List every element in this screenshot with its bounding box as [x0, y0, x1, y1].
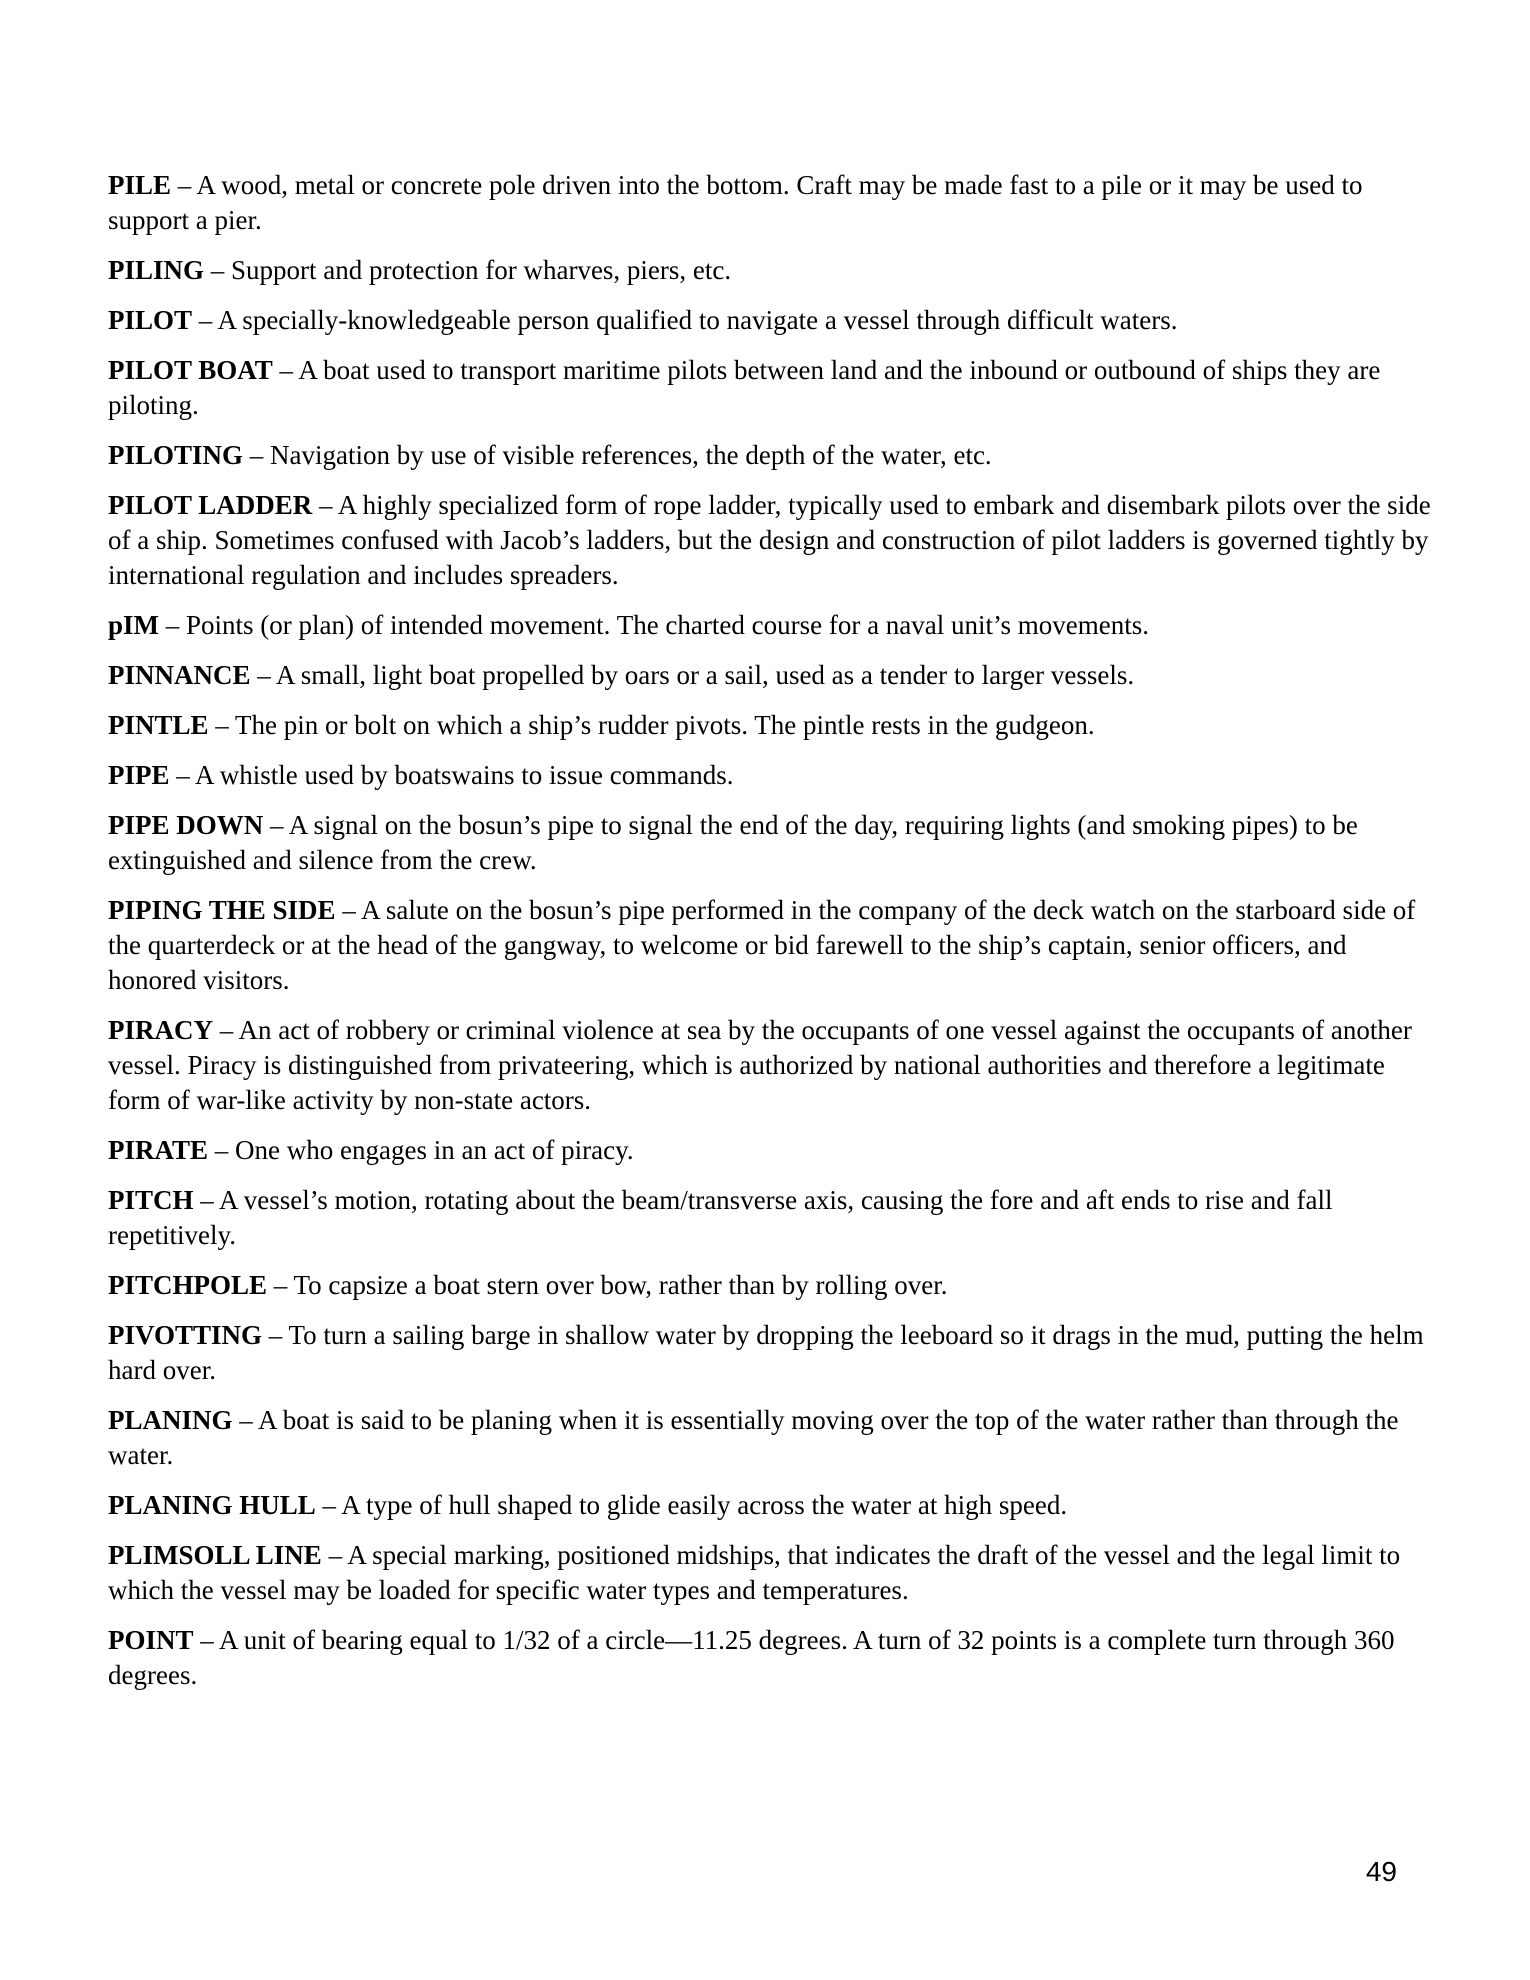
glossary-term: PLIMSOLL LINE	[108, 1540, 322, 1570]
glossary-term: PIPE DOWN	[108, 810, 264, 840]
glossary-definition: Navigation by use of visible references, the depth of the water, etc.	[270, 440, 992, 470]
glossary-entry	[108, 1133, 1433, 1168]
glossary-definition: A wood, metal or concrete pole driven into the bottom. Craft may be made fast to a pile or it may be used to support a pier.	[108, 170, 1363, 235]
glossary-term: PLANING	[108, 1405, 233, 1435]
glossary-term: pIM	[108, 610, 160, 640]
glossary-definition: A boat is said to be planing when it is essentially moving over the top of the water rather than through the water.	[108, 1405, 1399, 1470]
term-separator: –	[213, 1015, 239, 1045]
glossary-term: PITCH	[108, 1185, 194, 1215]
term-separator: –	[335, 895, 362, 925]
glossary-term: PILOT LADDER	[108, 490, 313, 520]
term-separator: –	[243, 440, 271, 470]
glossary-definition: A special marking, positioned midships, that indicates the draft of the vessel and the legal limit to which the vessel may be loaded for specific water types and temperatures.	[108, 1540, 1401, 1605]
term-separator: –	[208, 1135, 236, 1165]
glossary-term: PIVOTTING	[108, 1320, 262, 1350]
glossary-definition: The pin or bolt on which a ship’s rudder pivots. The pintle rests in the gudgeon.	[235, 710, 1095, 740]
glossary-definition: A boat used to transport maritime pilots between land and the inbound or outbound of ships they are piloting.	[108, 355, 1381, 420]
glossary-entry	[108, 1403, 1433, 1473]
glossary-entry	[108, 1318, 1433, 1388]
glossary-term: PIRATE	[108, 1135, 209, 1165]
term-separator: –	[261, 1320, 289, 1350]
glossary-entry	[108, 608, 1433, 643]
page-number: 49	[1365, 1856, 1397, 1887]
glossary-entry	[108, 353, 1433, 423]
glossary-definition: One who engages in an act of piracy.	[235, 1135, 634, 1165]
glossary-entry	[108, 168, 1433, 238]
term-separator: –	[171, 170, 197, 200]
term-separator: –	[263, 810, 289, 840]
glossary-entry	[108, 658, 1433, 693]
glossary-term: PITCHPOLE	[108, 1270, 268, 1300]
glossary-term: PIPING THE SIDE	[108, 895, 336, 925]
term-separator: –	[159, 610, 187, 640]
glossary-entry	[108, 438, 1433, 473]
glossary-entry	[108, 1183, 1433, 1253]
term-separator: –	[250, 660, 277, 690]
glossary-term: PLANING HULL	[108, 1490, 316, 1520]
term-separator: –	[267, 1270, 294, 1300]
term-separator: –	[169, 760, 196, 790]
glossary-term: PIRACY	[108, 1015, 213, 1045]
term-separator: –	[204, 255, 232, 285]
term-separator: –	[192, 305, 218, 335]
glossary-entry	[108, 303, 1433, 338]
term-separator: –	[321, 1540, 348, 1570]
glossary-term: PILE	[108, 170, 172, 200]
term-separator: –	[232, 1405, 259, 1435]
glossary-entry	[108, 488, 1433, 593]
glossary-definition: A whistle used by boatswains to issue commands.	[195, 760, 734, 790]
glossary-entry	[108, 1488, 1433, 1523]
glossary-definition: A signal on the bosun’s pipe to signal the end of the day, requiring lights (and smoking pipes) to be extinguished and silence from the crew.	[108, 810, 1358, 875]
glossary-definition: To turn a sailing barge in shallow water by dropping the leeboard so it drags in the mud, putting the helm hard over.	[108, 1320, 1424, 1385]
term-separator: –	[193, 1625, 220, 1655]
glossary-term: PINTLE	[108, 710, 209, 740]
glossary-entry	[108, 708, 1433, 743]
glossary-term: PILOT	[108, 305, 193, 335]
glossary-definition: A small, light boat propelled by oars or a sail, used as a tender to larger vessels.	[276, 660, 1135, 690]
glossary-entry	[108, 758, 1433, 793]
glossary-definition: To capsize a boat stern over bow, rather than by rolling over.	[293, 1270, 948, 1300]
glossary-entry	[108, 1013, 1433, 1118]
glossary-term: PILING	[108, 255, 205, 285]
glossary-definition: A vessel’s motion, rotating about the beam/transverse axis, causing the fore and aft ends to rise and fall repetitively.	[108, 1185, 1333, 1250]
term-separator: –	[315, 1490, 342, 1520]
glossary-definition: A specially-knowledgeable person qualified to navigate a vessel through difficult waters.	[217, 305, 1178, 335]
glossary-entry	[108, 1623, 1433, 1693]
glossary-term: POINT	[108, 1625, 194, 1655]
glossary-definition: Support and protection for wharves, piers, etc.	[231, 255, 732, 285]
glossary-term: PILOT BOAT	[108, 355, 273, 385]
term-separator: –	[272, 355, 299, 385]
glossary-definition: A type of hull shaped to glide easily across the water at high speed.	[341, 1490, 1068, 1520]
glossary-entry	[108, 893, 1433, 998]
term-separator: –	[208, 710, 236, 740]
glossary-definition: An act of robbery or criminal violence at sea by the occupants of one vessel against the occupants of another vessel. Piracy is distinguished from privateering, which is authorized by national authorities and therefore a legitimate form of war-like activity by non-state actors.	[108, 1015, 1412, 1115]
glossary-term: PILOTING	[108, 440, 244, 470]
glossary-entry	[108, 808, 1433, 878]
glossary-definition: A unit of bearing equal to 1/32 of a circle—11.25 degrees. A turn of 32 points is a complete turn through 360 degrees.	[108, 1625, 1395, 1690]
glossary-term: PIPE	[108, 760, 170, 790]
glossary-definition: Points (or plan) of intended movement. The charted course for a naval unit’s movements.	[186, 610, 1150, 640]
term-separator: –	[312, 490, 338, 520]
glossary-entry	[108, 1268, 1433, 1303]
glossary-term: PINNANCE	[108, 660, 251, 690]
glossary-definition: A highly specialized form of rope ladder, typically used to embark and disembark pilots over the side of a ship. Sometimes confused with Jacob’s ladders, but the design and construction of pilot ladders is governed tightly by international regulation and includes spreaders.	[108, 490, 1431, 590]
glossary-entry	[108, 253, 1433, 288]
term-separator: –	[193, 1185, 220, 1215]
glossary-entry	[108, 1538, 1433, 1608]
glossary-definition: A salute on the bosun’s pipe performed in the company of the deck watch on the starboard side of the quarterdeck or at the head of the gangway, to welcome or bid farewell to the ship’s captain, senior officers, and honored visitors.	[108, 895, 1416, 995]
glossary-content	[108, 168, 1433, 1708]
